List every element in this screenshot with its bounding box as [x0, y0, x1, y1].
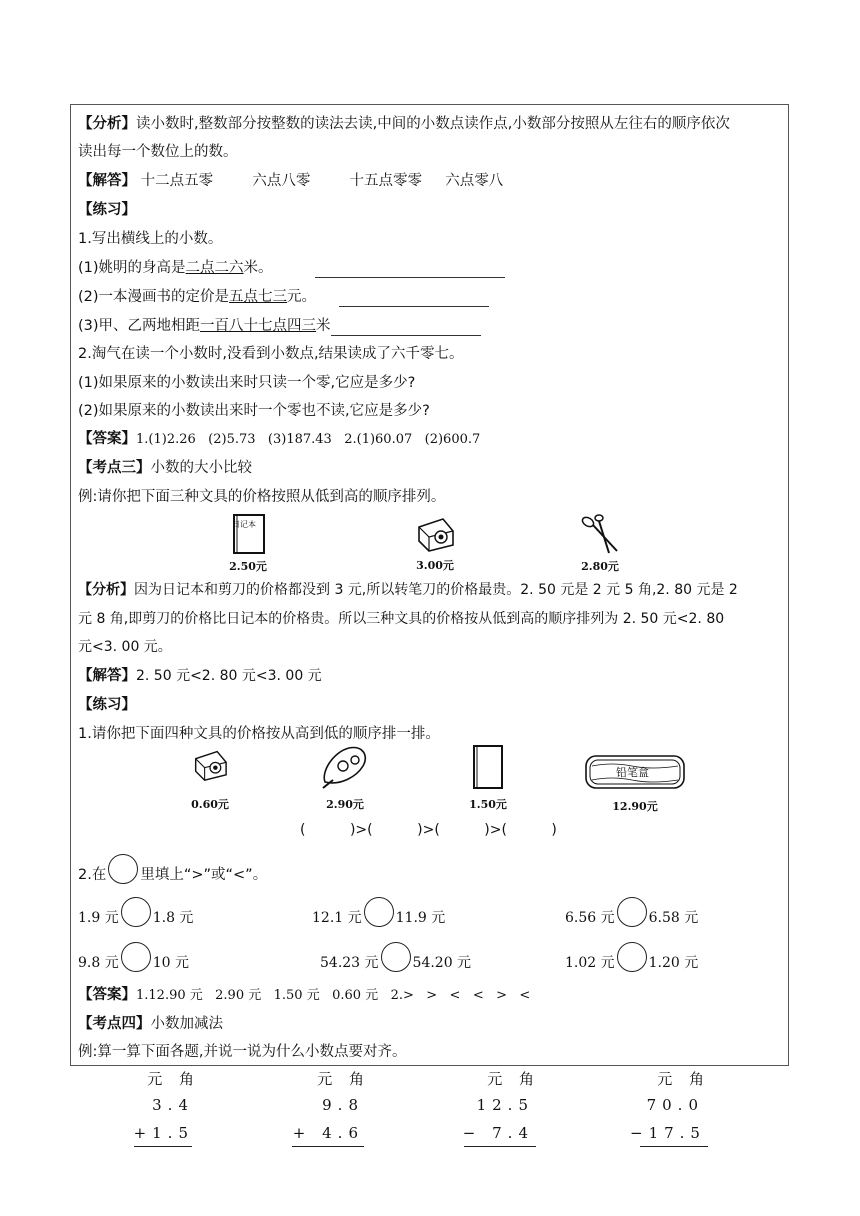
- q-text: (3)甲、乙两地相距: [78, 318, 201, 334]
- q-underlined: 一百八十七点四三: [200, 318, 317, 334]
- pencil-sharpener-icon: [190, 748, 230, 782]
- stationery-item: [458, 744, 518, 812]
- answer-line-2: [78, 429, 480, 450]
- compare-right: 6.58 元: [648, 910, 699, 926]
- q-underlined: 二点二六: [185, 260, 244, 276]
- compare-left: 6.56 元: [565, 910, 615, 926]
- stationery-item: [180, 748, 240, 812]
- calc-top: 70.0: [646, 1096, 704, 1114]
- price-label: 3.00元: [416, 559, 454, 572]
- price-label: 2.80元: [581, 560, 619, 573]
- order-blanks[interactable]: ( )>( )>( )>( ): [300, 822, 557, 838]
- answer-item: 十五点零零: [349, 173, 423, 189]
- answer-text: 1.(1)2.26 (2)5.73 (3)187.43 2.(1)60.07 (2)600.7: [136, 432, 481, 447]
- calc-header: 元 角: [147, 1070, 200, 1088]
- analysis-line-2: 读出每一个数位上的数。: [78, 144, 238, 160]
- practice-2-answer: [78, 985, 530, 1006]
- topic-title: 小数的大小比较: [150, 460, 252, 476]
- compare-left: 12.1 元: [312, 910, 362, 926]
- calc-bottom: − 7.4: [462, 1124, 534, 1142]
- q-underlined: 五点七三: [229, 289, 288, 305]
- question-1-1: [78, 258, 505, 278]
- q-text: 米: [316, 318, 331, 334]
- calc-bottom: +1.5: [133, 1124, 194, 1142]
- topic-4-example: 例:算一算下面各题,并说一说为什么小数点要对齐。: [78, 1044, 407, 1060]
- q-text: 2.在: [78, 867, 107, 883]
- scissors-icon: [579, 513, 621, 555]
- calc-bottom: + 4.6: [292, 1124, 364, 1142]
- calc-rule: [640, 1146, 708, 1147]
- book-title: 日记本: [232, 520, 256, 529]
- compare-item: [312, 903, 445, 933]
- compare-right: 11.9 元: [395, 910, 446, 926]
- answer-blank[interactable]: [331, 319, 481, 336]
- answer-text: 2. 50 元<2. 80 元<3. 00 元: [136, 668, 322, 684]
- question-2-1: (1)如果原来的小数读出来时只读一个零,它应是多少?: [78, 375, 416, 391]
- topic-title: 小数加减法: [150, 1016, 223, 1032]
- calc-top: 9.8: [322, 1096, 364, 1114]
- compare-left: 54.23 元: [320, 955, 379, 971]
- calc-header: 元 角: [657, 1070, 710, 1088]
- q-text: 元。: [287, 289, 317, 305]
- analysis-label: 【分析】: [78, 582, 134, 598]
- practice-label: 【练习】: [78, 202, 136, 218]
- calc-rule: [464, 1146, 536, 1147]
- compare-right: 10 元: [152, 955, 189, 971]
- calc-top: 12.5: [476, 1096, 534, 1114]
- topic-3-analysis-1: [78, 580, 738, 600]
- stationery-item: [218, 513, 278, 574]
- practice-2-q1: 1.请你把下面四种文具的价格按从高到低的顺序排一排。: [78, 726, 440, 742]
- price-label: 2.50元: [229, 560, 267, 573]
- case-label: 铅笔盒: [616, 766, 649, 779]
- calc-header: 元 角: [487, 1070, 540, 1088]
- answer-line: [78, 171, 503, 191]
- question-1: 1.写出横线上的小数。: [78, 231, 223, 247]
- practice-2-q2: [78, 860, 267, 890]
- analysis-label: 【分析】: [78, 116, 136, 132]
- q-text: (1)姚明的身高是: [78, 260, 186, 276]
- q-text: 米。: [243, 260, 273, 276]
- compare-left: 1.02 元: [565, 955, 615, 971]
- question-2: 2.淘气在读一个小数时,没看到小数点,结果读成了六千零七。: [78, 346, 464, 362]
- price-label: 12.90元: [612, 800, 658, 813]
- topic-4-heading: [78, 1014, 223, 1034]
- compare-circle[interactable]: [617, 897, 647, 927]
- topic-label: 【考点四】: [78, 1016, 151, 1032]
- calc-rule: [134, 1146, 192, 1147]
- answer-label: 【答案】: [78, 987, 136, 1003]
- answer-item: 六点八零: [252, 173, 311, 189]
- answer-item: 十二点五零: [140, 173, 214, 189]
- topic-3-example: 例:请你把下面三种文具的价格按照从低到高的顺序排列。: [78, 489, 446, 505]
- compare-right: 1.8 元: [152, 910, 194, 926]
- question-2-2: (2)如果原来的小数读出来时一个零也不读,它应是多少?: [78, 403, 430, 419]
- stationery-item: [580, 752, 690, 814]
- compare-circle[interactable]: [617, 942, 647, 972]
- answer-blank[interactable]: [315, 261, 505, 278]
- calc-top: 3.4: [152, 1096, 194, 1114]
- analysis-text: 因为日记本和剪刀的价格都没到 3 元,所以转笔刀的价格最贵。2. 50 元是 2 元 5 角,2. 80 元是 2: [134, 582, 738, 598]
- correction-tape-icon: [319, 742, 371, 792]
- topic-3-answer: [78, 666, 322, 686]
- answer-label: 【解答】: [78, 668, 136, 684]
- compare-item: [565, 948, 698, 978]
- compare-left: 1.9 元: [78, 910, 119, 926]
- topic-3-heading: [78, 458, 252, 478]
- q-text: (2)一本漫画书的定价是: [78, 289, 230, 305]
- analysis-text: 读小数时,整数部分按整数的读法去读,中间的小数点读作点,小数部分按照从左往右的顺序依次: [136, 116, 730, 132]
- calc-rule: [292, 1146, 364, 1147]
- compare-circle[interactable]: [121, 942, 151, 972]
- stationery-item: [405, 515, 465, 573]
- compare-item: [78, 948, 189, 978]
- question-1-2: [78, 287, 489, 307]
- stationery-item: [570, 513, 630, 574]
- answer-label: 【答案】: [78, 431, 136, 447]
- circle-blank: [108, 854, 138, 884]
- compare-item: [565, 903, 698, 933]
- practice-2-label: 【练习】: [78, 697, 136, 713]
- topic-label: 【考点三】: [78, 460, 151, 476]
- price-label: 0.60元: [191, 798, 229, 811]
- notebook-icon: [471, 744, 505, 790]
- q-text: 里填上“>”或“<”。: [140, 867, 268, 883]
- compare-item: [78, 903, 193, 933]
- compare-circle[interactable]: [121, 897, 151, 927]
- compare-item: [320, 948, 471, 978]
- compare-left: 9.8 元: [78, 955, 119, 971]
- compare-circle[interactable]: [364, 897, 394, 927]
- answer-label: 【解答】: [78, 173, 136, 189]
- price-label: 2.90元: [326, 798, 364, 811]
- topic-3-analysis-2: 元 8 角,即剪刀的价格比日记本的价格贵。所以三种文具的价格按从低到高的顺序排列为 2. 50 元<2. 80: [78, 611, 725, 627]
- price-label: 1.50元: [469, 798, 507, 811]
- stationery-item: [315, 742, 375, 812]
- answer-blank[interactable]: [339, 290, 489, 307]
- answer-text: 1.12.90 元 2.90 元 1.50 元 0.60 元 2.> > < < > <: [136, 988, 531, 1003]
- calc-bottom: −17.5: [630, 1124, 706, 1142]
- compare-circle[interactable]: [381, 942, 411, 972]
- compare-right: 54.20 元: [412, 955, 472, 971]
- analysis-line-1: [78, 114, 730, 134]
- compare-right: 1.20 元: [648, 955, 699, 971]
- answer-item: 六点零八: [445, 173, 504, 189]
- calc-header: 元 角: [317, 1070, 370, 1088]
- question-1-3: [78, 316, 481, 336]
- pencil-sharpener-icon: [413, 515, 457, 553]
- topic-3-analysis-3: 元<3. 00 元。: [78, 639, 172, 655]
